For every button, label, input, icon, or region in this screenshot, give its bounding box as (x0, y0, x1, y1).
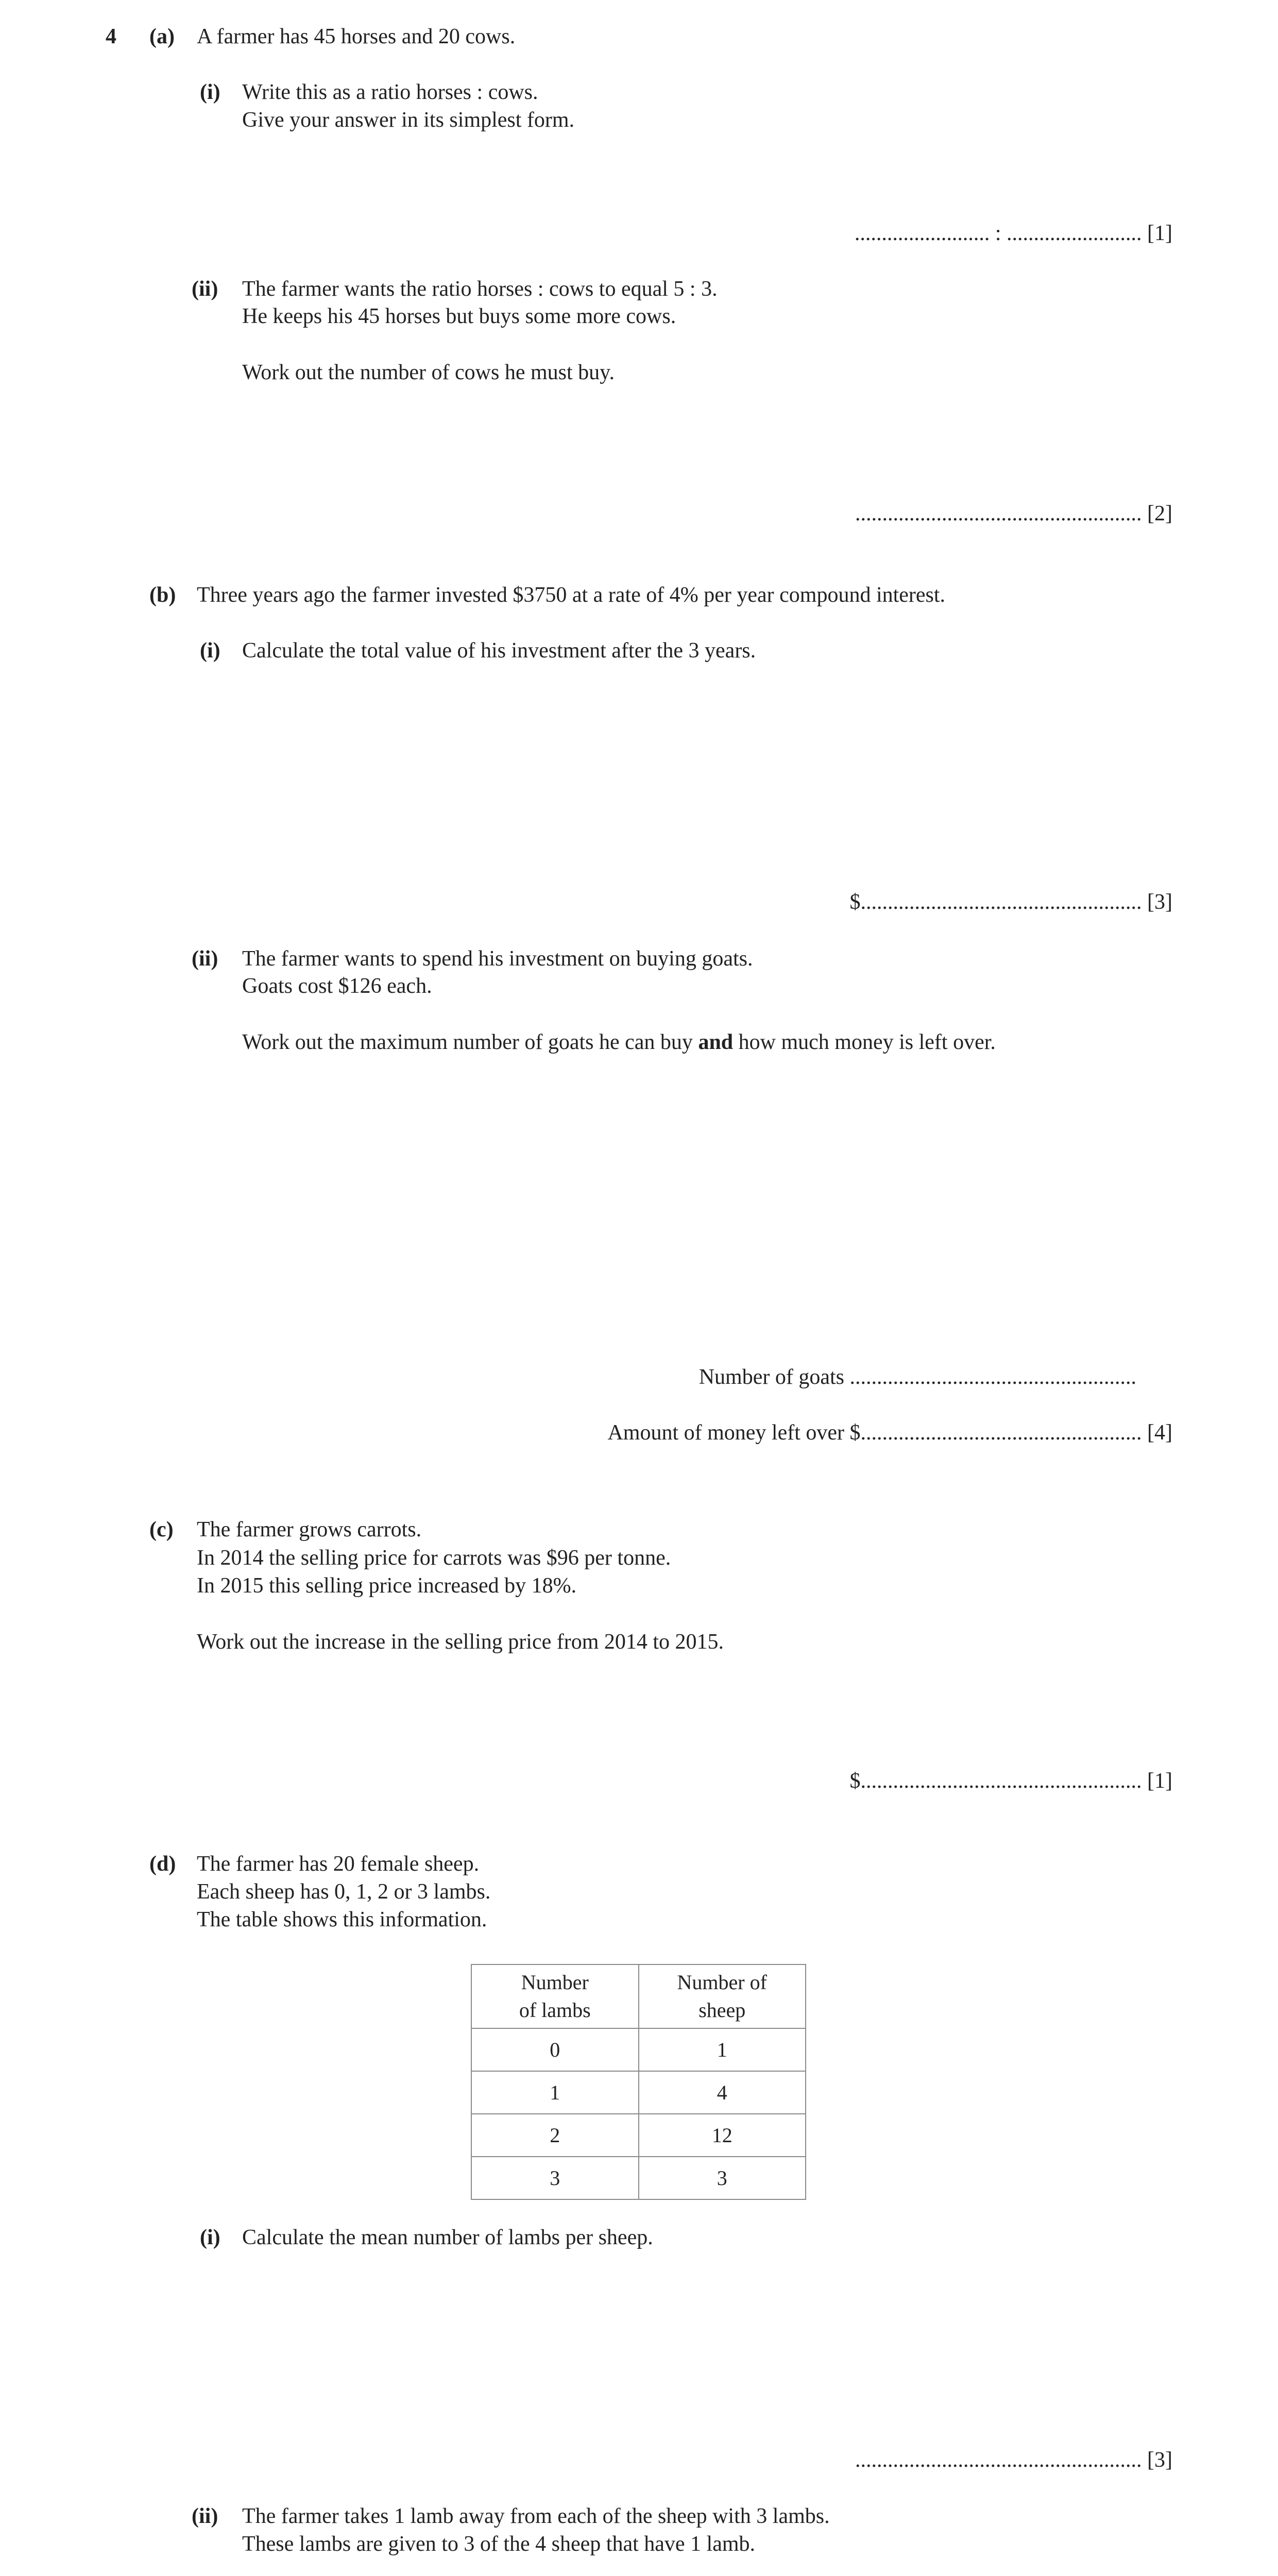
part-c-label: (c) (149, 1518, 174, 1541)
part-b-ii-label: (ii) (192, 947, 218, 971)
part-d-line3: The table shows this information. (197, 1908, 487, 1931)
part-d-i-label: (i) (200, 2226, 220, 2249)
part-c-line1: The farmer grows carrots. (197, 1518, 422, 1541)
part-c-answer-line[interactable]: $.................................................... [1] (849, 1769, 1172, 1793)
part-a-ii-line2: He keeps his 45 horses but buys some more cows. (242, 304, 676, 328)
part-a-i-line2: Give your answer in its simplest form. (242, 108, 575, 132)
part-a-i-answer-line[interactable]: ......................... : ......................... [1] (854, 222, 1172, 245)
part-d-label: (d) (149, 1852, 176, 1876)
part-d-ii-line1: The farmer takes 1 lamb away from each of the sheep with 3 lambs. (242, 2504, 830, 2528)
part-d-i-answer-line[interactable]: ..................................................... [3] (855, 2448, 1172, 2472)
part-d-ii-label: (ii) (192, 2504, 218, 2528)
part-c-line3: In 2015 this selling price increased by 18%. (197, 1574, 577, 1598)
table-header-sheep: Number of sheep (639, 1964, 806, 2028)
part-d-line2: Each sheep has 0, 1, 2 or 3 lambs. (197, 1880, 491, 1904)
sheep-lambs-table (471, 1964, 806, 2200)
part-b-stem: Three years ago the farmer invested $3750 at a rate of 4% per year compound interest. (197, 583, 946, 607)
part-b-i-answer-line[interactable]: $.................................................... [3] (849, 890, 1172, 914)
cell-lambs: 3 (471, 2157, 639, 2199)
part-d-i-line1: Calculate the mean number of lambs per sheep. (242, 2226, 653, 2249)
part-d-ii-line2: These lambs are given to 3 of the 4 sheep that have 1 lamb. (242, 2532, 756, 2556)
part-d-line1: The farmer has 20 female sheep. (197, 1852, 480, 1876)
part-b-ii-answer-money[interactable]: Amount of money left over $.................................................... [4] (607, 1421, 1172, 1445)
part-a-stem: A farmer has 45 horses and 20 cows. (197, 25, 516, 48)
part-a-label: (a) (149, 25, 175, 48)
cell-lambs: 1 (471, 2071, 639, 2114)
part-c-line2: In 2014 the selling price for carrots was $96 per tonne. (197, 1546, 671, 1570)
cell-sheep: 12 (639, 2114, 806, 2157)
part-b-ii-line3: Work out the maximum number of goats he can buy and how much money is left over. (242, 1030, 996, 1054)
part-a-i-line1: Write this as a ratio horses : cows. (242, 80, 538, 104)
part-a-ii-line3: Work out the number of cows he must buy. (242, 361, 615, 384)
part-a-ii-line1: The farmer wants the ratio horses : cows to equal 5 : 3. (242, 277, 718, 301)
part-b-i-label: (i) (200, 639, 220, 663)
cell-lambs: 0 (471, 2028, 639, 2071)
cell-sheep: 3 (639, 2157, 806, 2199)
part-b-ii-answer-goats[interactable]: Number of goats ..................................................... (698, 1365, 1136, 1389)
cell-sheep: 4 (639, 2071, 806, 2114)
part-b-ii-line2: Goats cost $126 each. (242, 974, 432, 998)
part-a-i-label: (i) (200, 80, 220, 104)
table-row (471, 2114, 806, 2157)
part-c-line4: Work out the increase in the selling price from 2014 to 2015. (197, 1630, 724, 1654)
part-a-ii-answer-line[interactable]: ..................................................... [2] (855, 502, 1172, 526)
table-row (471, 2157, 806, 2199)
part-b-ii-line1: The farmer wants to spend his investment on buying goats. (242, 947, 753, 971)
part-b-i-line1: Calculate the total value of his investment after the 3 years. (242, 639, 756, 663)
part-b-label: (b) (149, 583, 176, 607)
cell-lambs: 2 (471, 2114, 639, 2157)
table-header-lambs: Number of lambs (471, 1964, 639, 2028)
table-row (471, 2028, 806, 2071)
table-row (471, 2071, 806, 2114)
cell-sheep: 1 (639, 2028, 806, 2071)
question-number: 4 (106, 25, 116, 48)
part-a-ii-label: (ii) (192, 277, 218, 301)
